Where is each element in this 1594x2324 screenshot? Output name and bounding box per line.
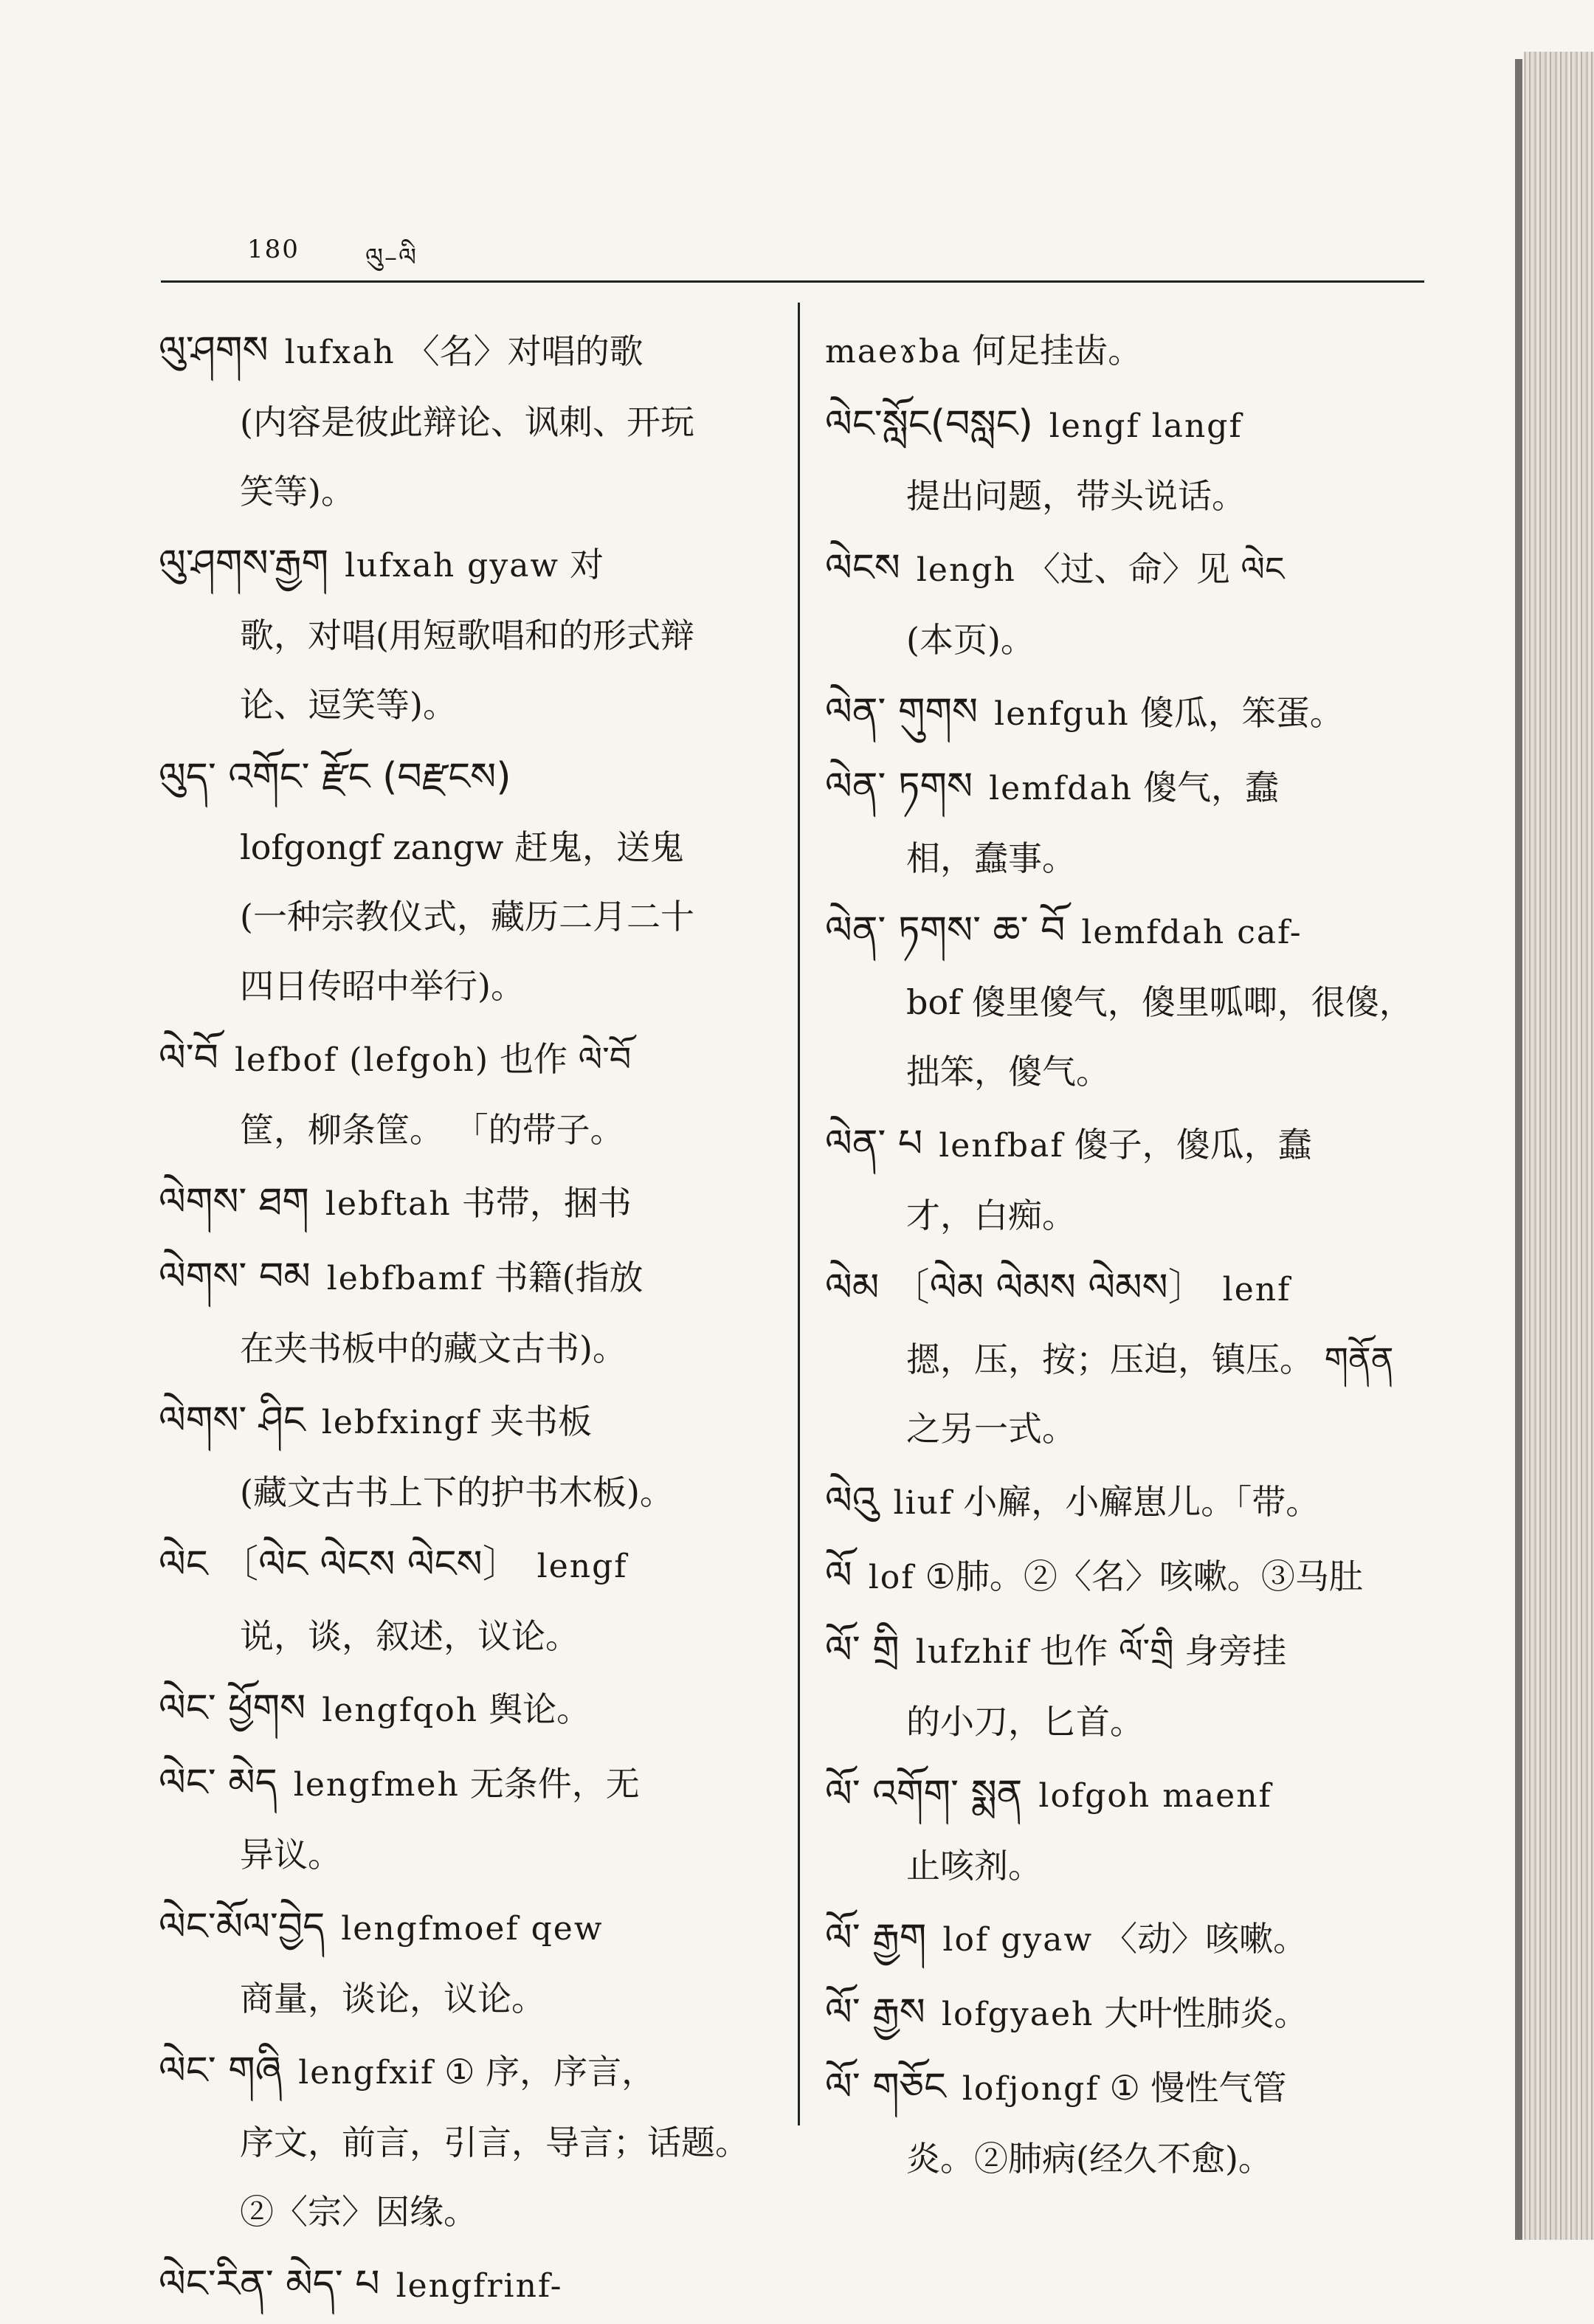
entry-headline xyxy=(159,316,771,387)
entry-headline xyxy=(159,1168,771,1239)
entry-headline xyxy=(825,1466,1430,1538)
dictionary-entry xyxy=(825,1253,1430,1463)
tibetan-headword: ལེའུ xyxy=(825,1479,877,1523)
romanization: lengfrinf- xyxy=(396,2267,563,2305)
definition-line: 异议。 xyxy=(240,1835,342,1875)
definition-text: ① 序，序言， xyxy=(444,2052,656,2092)
tibetan-headword: ལེགས་ ཐག xyxy=(159,1180,309,1224)
entry-headline xyxy=(159,1674,771,1745)
definition-line: 在夹书板中的藏文古书)。 xyxy=(240,1328,627,1368)
definition-line: 的小刀，匕首。 xyxy=(906,1702,1144,1742)
definition-line: 相，蠢事。 xyxy=(906,838,1076,878)
dictionary-entry xyxy=(159,1386,771,1527)
tibetan-headword: ལེངས xyxy=(825,546,900,590)
dictionary-entry xyxy=(825,677,1430,749)
entry-headline xyxy=(825,316,1430,387)
dictionary-entry xyxy=(159,1024,771,1165)
tibetan-headword: ལེང་རིན་ མེད་ པ xyxy=(159,2262,380,2306)
romanization: lemfdah xyxy=(989,770,1133,807)
definition-line: 笑等)。 xyxy=(240,472,355,511)
dictionary-entry xyxy=(825,896,1430,1106)
tibetan-headword: ལུ་ཤགས་རྒྱག xyxy=(159,542,329,586)
definition-line: 之另一式。 xyxy=(906,1409,1076,1449)
dictionary-entry xyxy=(159,2249,771,2321)
romanization: lengfxif xyxy=(298,2054,435,2092)
tibetan-headword: ལེ་བོ xyxy=(159,1036,218,1080)
definition-text: 〈过、命〉见 ལེང xyxy=(1026,549,1285,589)
entry-headline xyxy=(825,1541,1430,1613)
definition-text: 何足挂齿。 xyxy=(972,331,1142,370)
dictionary-entry xyxy=(825,2052,1430,2193)
definition-line: 拙笨，傻气。 xyxy=(906,1052,1110,1092)
dictionary-entry xyxy=(825,534,1430,675)
dictionary-entry xyxy=(825,1616,1430,1756)
tibetan-headword: ལོ་ རྒྱས xyxy=(825,1990,925,2035)
romanization: lufzhif xyxy=(915,1633,1030,1671)
romanization: lengfmeh xyxy=(293,1766,460,1804)
tibetan-headword: ལེན་ གུགས xyxy=(825,690,979,734)
entry-headline xyxy=(159,1242,771,1314)
dictionary-entry xyxy=(159,2036,771,2247)
tibetan-headword: ལོ་ རྒྱག xyxy=(825,1916,927,1960)
entry-headline xyxy=(825,1759,1430,1831)
definition-text: 书带，捆书 xyxy=(461,1183,632,1223)
entry-headline xyxy=(159,2249,771,2321)
entry-headline xyxy=(825,2052,1430,2124)
dictionary-entry xyxy=(825,390,1430,531)
definition-text: 〈动〉咳嗽。 xyxy=(1103,1919,1308,1959)
romanization: lofjongf xyxy=(962,2070,1100,2108)
romanization: lof gyaw xyxy=(942,1921,1094,1959)
definition-line: 炎。②肺病(经久不愈)。 xyxy=(906,2139,1272,2179)
tibetan-headword: ལེམ 〔ལེམ ལེམས ལེམས〕 xyxy=(825,1266,1207,1310)
definition-text: 小廨，小廨崽儿。「带。 xyxy=(963,1482,1320,1522)
definition-text: 舆论。 xyxy=(489,1689,591,1729)
definition-line: 止咳剂。 xyxy=(906,1846,1042,1886)
definition-line: lofgongf zangw 赶鬼，送鬼 xyxy=(240,827,685,867)
dictionary-entry xyxy=(825,316,1430,387)
header-rule xyxy=(161,280,1424,283)
romanization: lebftah xyxy=(325,1185,452,1223)
definition-line: (内容是彼此辩论、讽刺、开玩 xyxy=(240,402,694,442)
tibetan-headword: ལེང་ ཕྱོགས xyxy=(159,1686,306,1731)
romanization: lofgyaeh xyxy=(941,1996,1094,2033)
definition-line: 论、逗笑等)。 xyxy=(240,685,457,725)
definition-text: 书籍(指放 xyxy=(494,1258,644,1297)
romanization: lenfguh xyxy=(994,695,1130,733)
page-header xyxy=(247,235,418,272)
entry-headline xyxy=(825,1978,1430,2049)
definition-line: 摁，压，按；压迫，镇压。 གནོན xyxy=(906,1339,1394,1379)
entry-headline xyxy=(825,896,1430,968)
romanization: lefbof (lefgoh) xyxy=(234,1041,490,1079)
definition-line: 说，谈，叙述，议论。 xyxy=(240,1616,579,1656)
entry-headline xyxy=(159,1892,771,1964)
tibetan-headword: ལེགས་ བམ xyxy=(159,1255,311,1299)
dictionary-entry xyxy=(159,742,771,1021)
right-column xyxy=(825,316,1430,2196)
romanization: lebfxingf xyxy=(321,1404,480,1441)
book-page-edge xyxy=(1524,52,1594,2240)
definition-line: 商量，谈论，议论。 xyxy=(240,1979,545,2018)
romanization: lof xyxy=(868,1559,915,1596)
page-range: ལུ–ལི xyxy=(365,243,418,272)
dictionary-entry xyxy=(159,1748,771,1889)
entry-headline xyxy=(825,1616,1430,1687)
romanization: lemfdah caf- xyxy=(1081,914,1303,951)
definition-text: 对 xyxy=(570,545,604,585)
entry-headline xyxy=(825,1903,1430,1975)
dictionary-entry xyxy=(825,1978,1430,2049)
tibetan-headword: ལེང་ གཞི xyxy=(159,2049,283,2093)
romanization: lengf langf xyxy=(1049,407,1243,445)
dictionary-entry xyxy=(159,1530,771,1671)
definition-line: (一种宗教仪式，藏历二月二十 xyxy=(240,897,694,937)
dictionary-entry xyxy=(825,1466,1430,1538)
tibetan-headword: ལུད་ འགོང་ རྫོང (བརྫངས) xyxy=(159,755,511,799)
tibetan-headword: ལེན་ པ xyxy=(825,1122,923,1166)
romanization: lufxah xyxy=(284,334,396,371)
romanization: lengh xyxy=(916,551,1016,589)
entry-headline xyxy=(159,742,771,813)
entry-headline xyxy=(159,1024,771,1095)
romanization: lenf xyxy=(1222,1271,1291,1308)
definition-line: 筐，柳条筐。 「的带子。 xyxy=(240,1110,624,1150)
dictionary-entry xyxy=(159,316,771,526)
entry-headline xyxy=(825,534,1430,605)
tibetan-headword: ལེན་ ཏགས་ ཆ་ བོ xyxy=(825,908,1066,953)
definition-line: 才，白痴。 xyxy=(906,1196,1076,1235)
tibetan-headword: ལེང་ མེད xyxy=(159,1761,277,1805)
definition-line: 序文，前言，引言，导言；话题。 xyxy=(240,2123,749,2162)
definition-text: ① 慢性气管 xyxy=(1109,2068,1287,2108)
definition-text: 〈名〉对唱的歌 xyxy=(405,331,644,371)
entry-headline xyxy=(825,677,1430,749)
tibetan-headword: ལེན་ ཏགས xyxy=(825,765,973,809)
definition-text: 傻瓜，笨蛋。 xyxy=(1139,693,1344,733)
tibetan-headword: ལོ་ གྲི xyxy=(825,1628,900,1672)
romanization: liuf xyxy=(893,1484,953,1522)
page-number: 180 xyxy=(247,235,300,264)
definition-line: 四日传昭中举行)。 xyxy=(240,966,525,1006)
definition-text: 无条件，无 xyxy=(469,1764,640,1804)
definition-text: 也作 ལོ་གྲི 身旁挂 xyxy=(1040,1631,1287,1671)
entry-headline xyxy=(825,1109,1430,1181)
dictionary-entry xyxy=(159,1168,771,1239)
definition-line: (本页)。 xyxy=(906,620,1035,660)
tibetan-headword: ལེང 〔ལེང ལེངས ལེངས〕 xyxy=(159,1542,521,1587)
definition-text: 夹书板 xyxy=(490,1401,592,1441)
tibetan-headword: ལོ xyxy=(825,1554,852,1598)
dictionary-entry xyxy=(159,1674,771,1745)
definition-text: 也作 ལེ་བོ xyxy=(500,1039,632,1079)
entry-headline xyxy=(159,2036,771,2108)
definition-line: 歌，对唱(用短歌唱和的形式辩 xyxy=(240,616,694,655)
dictionary-entry xyxy=(825,752,1430,893)
entry-headline xyxy=(159,529,771,601)
definition-line: bof 傻里傻气，傻里呱唧，很傻， xyxy=(906,982,1413,1022)
romanization: lufxah gyaw xyxy=(345,547,560,585)
tibetan-headword: ལེང་སློང(བསླང) xyxy=(825,402,1033,446)
dictionary-entry xyxy=(159,529,771,739)
dictionary-entry xyxy=(825,1759,1430,1900)
romanization: lengfqoh xyxy=(322,1692,479,1729)
dictionary-entry xyxy=(825,1903,1430,1975)
left-column xyxy=(159,316,771,2324)
romanization: lofgoh maenf xyxy=(1038,1777,1272,1815)
tibetan-headword: ལོ་ འགོག་ སྨན xyxy=(825,1772,1023,1816)
entry-headline xyxy=(159,1748,771,1820)
dictionary-entry xyxy=(825,1109,1430,1250)
tibetan-headword: ལེགས་ ཤིང xyxy=(159,1399,306,1443)
tibetan-headword: ལེང་མོལ་བྱེད xyxy=(159,1905,325,1949)
column-divider xyxy=(798,303,800,2125)
definition-text: 傻气，蠢 xyxy=(1142,768,1279,807)
entry-headline xyxy=(825,1253,1430,1325)
definition-text: 大叶性肺炎。 xyxy=(1104,1993,1308,2033)
entry-headline xyxy=(825,752,1430,824)
romanization: lengfmoef qew xyxy=(341,1910,604,1948)
definition-line: (藏文古书上下的护书木板)。 xyxy=(240,1472,674,1512)
romanization: lebfbamf xyxy=(326,1260,484,1297)
dictionary-entry xyxy=(159,1242,771,1383)
dictionary-entry xyxy=(159,1892,771,2033)
romanization: lengf xyxy=(536,1548,628,1585)
definition-line: 提出问题，带头说话。 xyxy=(906,476,1246,516)
dictionary-entry xyxy=(825,1541,1430,1613)
definition-text: ①肺。②〈名〉咳嗽。③马肚 xyxy=(925,1556,1363,1596)
romanization: maeɤba xyxy=(825,333,962,370)
definition-line: ②〈宗〉因缘。 xyxy=(240,2192,477,2232)
definition-text: 傻子，傻瓜，蠢 xyxy=(1074,1125,1312,1165)
tibetan-headword: ལུ་ཤགས xyxy=(159,328,269,373)
tibetan-headword: ལོ་ གཅོང xyxy=(825,2065,946,2109)
entry-headline xyxy=(159,1386,771,1458)
romanization: lenfbaf xyxy=(939,1127,1064,1165)
entry-headline xyxy=(825,390,1430,461)
entry-headline xyxy=(159,1530,771,1601)
